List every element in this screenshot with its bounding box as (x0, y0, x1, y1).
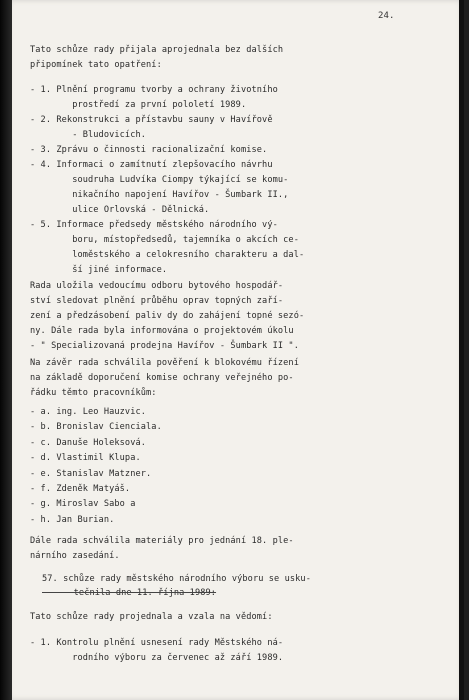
page-right-edge (459, 0, 464, 700)
agenda-item-line: soudruha Ludvíka Ciompy týkající se komu- (30, 175, 289, 185)
agenda-item-line: rodního výboru za červenec až září 1989. (30, 653, 284, 663)
agenda-item-line: prostředí za první pololetí 1989. (30, 100, 247, 110)
name-list-item: - f. Zdeněk Matyáš. (30, 484, 131, 494)
paragraph-line: Na závěr rada schválila pověření k blokovému řízení (30, 358, 299, 368)
name-list-item: - b. Bronislav Cienciala. (30, 422, 162, 433)
meeting-heading-line: tečnila dne 11. října 1989: (42, 588, 217, 598)
name-list-item: - h. Jan Burian. (30, 514, 115, 525)
paragraph-line: zení a předzásobení paliv dy do zahájení topné sezó- (30, 311, 305, 321)
paragraph-line: ny. Dále rada byla informována o projektovém úkolu (30, 326, 294, 336)
name-list-item: - a. ing. Leo Hauzvic. (30, 407, 147, 417)
agenda-item-line: loměstského a celokresního charakteru a dal- (30, 250, 305, 260)
paragraph-line: Dále rada schválila materiály pro jednání 18. ple- (30, 536, 294, 546)
agenda-item-line: ší jiné informace. (30, 265, 168, 275)
paragraph-line: nárního zasedání. (30, 551, 120, 561)
paragraph-line: na základě doporučení komise ochrany veřejného po- (30, 373, 294, 383)
agenda-item-line: nikačního napojení Havířov - Šumbark II., (30, 190, 289, 200)
agenda-item-line: - 1. Kontrolu plnění usnesení rady Městského ná- (30, 638, 284, 648)
meeting-heading-line: 57. schůze rady městského národního výboru se usku- (42, 574, 311, 584)
agenda-item-line: - Bludovicích. (30, 130, 147, 140)
page-binding-edge (0, 0, 12, 700)
intro-line: připomínek tato opatření: (30, 60, 162, 70)
agenda-item-line: ulice Orlovská - Dělnická. (30, 205, 210, 215)
agenda-item-line: - 3. Zprávu o činnosti racionalizační komise. (30, 145, 268, 155)
paragraph-line: Tato schůze rady projednala a vzala na vědomí: (30, 612, 273, 622)
paragraph-line: ství sledovat plnění průběhu oprav topných zaří- (30, 296, 284, 306)
name-list-item: - g. Miroslav Sabo a (30, 499, 136, 510)
page-number: 24. (378, 11, 395, 21)
agenda-item-line: - 4. Informaci o zamítnutí zlepšovacího návrhu (30, 160, 273, 170)
paragraph-line: Rada uložila vedoucímu odboru bytového hospodář- (30, 281, 284, 291)
agenda-item-line: boru, místopředsedů, tajemníka o akcích ce- (30, 235, 299, 245)
name-list-item: - e. Stanislav Matzner. (30, 468, 152, 479)
agenda-item-line: - 5. Informace předsedy městského národního vý- (30, 220, 278, 230)
agenda-item-line: - 1. Plnění programu tvorby a ochrany životního (30, 85, 278, 95)
name-list-item: - c. Danuše Holeksová. (30, 437, 147, 448)
typed-document-page (12, 0, 464, 700)
paragraph-line: řádku těmto pracovníkům: (30, 388, 157, 398)
intro-line: Tato schůze rady přijala aprojednala bez dalších (30, 45, 284, 55)
paragraph-line: - " Specializovaná prodejna Havířov - Šumbark II ". (30, 341, 299, 351)
name-list-item: - d. Vlastimil Klupa. (30, 453, 141, 464)
agenda-item-line: - 2. Rekonstrukci a přístavbu sauny v Havířově (30, 115, 273, 125)
